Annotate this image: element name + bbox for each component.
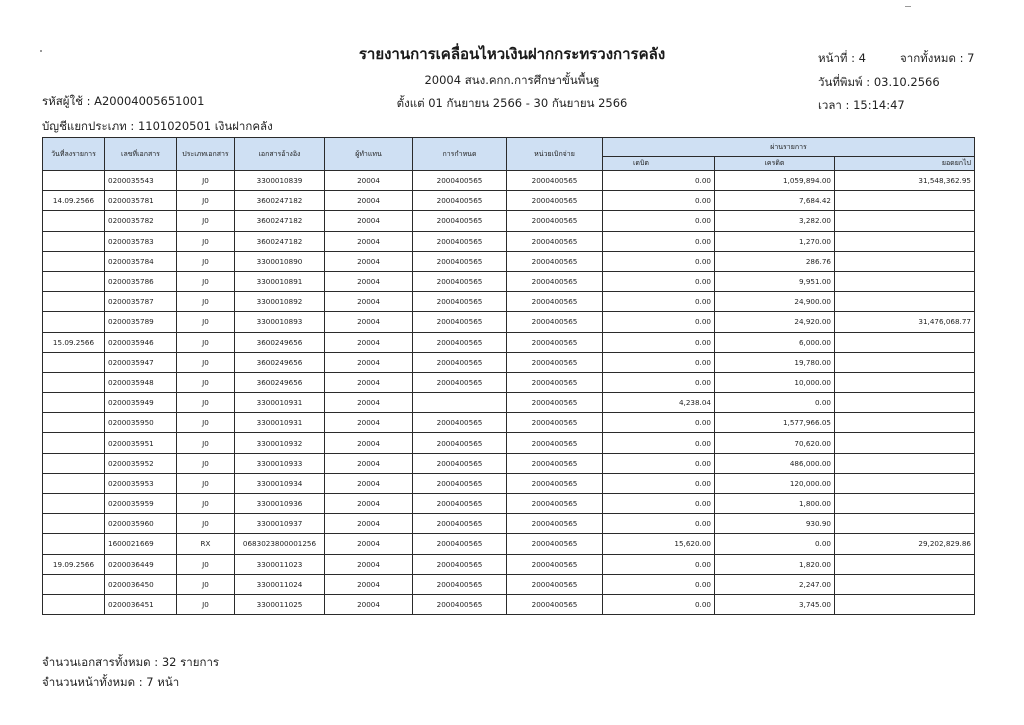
row-agent: 20004 (325, 514, 413, 534)
row-debit: 0.00 (603, 191, 715, 211)
row-doc-type: J0 (177, 514, 235, 534)
row-spec: 2000400565 (413, 453, 507, 473)
report-title: รายงานการเคลื่อนไหวเงินฝากกระทรวงการคลัง (358, 45, 666, 63)
row-agent: 20004 (325, 292, 413, 312)
row-debit: 0.00 (603, 271, 715, 291)
row-doc-type: J0 (177, 453, 235, 473)
row-date (43, 534, 105, 554)
row-debit: 0.00 (603, 211, 715, 231)
row-doc-type: J0 (177, 251, 235, 271)
row-doc-type: RX (177, 534, 235, 554)
row-unit: 2000400565 (507, 271, 603, 291)
row-credit: 2,247.00 (715, 574, 835, 594)
row-agent: 20004 (325, 554, 413, 574)
row-carry (835, 413, 975, 433)
row-carry (835, 574, 975, 594)
row-doc-no: 0200035782 (105, 211, 177, 231)
row-date (43, 473, 105, 493)
row-reference: 3300010892 (235, 292, 325, 312)
row-unit: 2000400565 (507, 433, 603, 453)
row-reference: 3600249656 (235, 332, 325, 352)
row-doc-type: J0 (177, 171, 235, 191)
table-row (43, 594, 975, 614)
row-doc-type: J0 (177, 494, 235, 514)
report-subtitle: 20004 สนง.คกก.การศึกษาขั้นพื้นฐ (424, 73, 600, 87)
row-debit: 0.00 (603, 453, 715, 473)
row-agent: 20004 (325, 433, 413, 453)
row-doc-type: J0 (177, 312, 235, 332)
row-credit: 1,270.00 (715, 231, 835, 251)
row-credit: 1,059,894.00 (715, 171, 835, 191)
row-carry (835, 514, 975, 534)
scan-speck (905, 6, 911, 7)
user-code: รหัสผู้ใช้ : A20004005651001 (42, 94, 205, 108)
row-carry (835, 211, 975, 231)
col-reference: เอกสารอ้างอิง (235, 138, 325, 171)
col-spec: การกำหนด (413, 138, 507, 171)
row-doc-no: 0200035951 (105, 433, 177, 453)
row-credit: 19,780.00 (715, 352, 835, 372)
row-date (43, 393, 105, 413)
row-reference: 3600249656 (235, 372, 325, 392)
row-unit: 2000400565 (507, 171, 603, 191)
row-spec: 2000400565 (413, 211, 507, 231)
row-carry: 31,476,068.77 (835, 312, 975, 332)
table-row (43, 413, 975, 433)
row-debit: 4,238.04 (603, 393, 715, 413)
row-doc-type: J0 (177, 231, 235, 251)
row-credit: 6,000.00 (715, 332, 835, 352)
row-doc-no: 0200035948 (105, 372, 177, 392)
row-credit: 10,000.00 (715, 372, 835, 392)
row-doc-type: J0 (177, 554, 235, 574)
row-doc-no: 0200035786 (105, 271, 177, 291)
row-doc-type: J0 (177, 372, 235, 392)
table-row (43, 534, 975, 554)
row-reference: 3600247182 (235, 191, 325, 211)
row-spec: 2000400565 (413, 433, 507, 453)
row-spec: 2000400565 (413, 574, 507, 594)
table-row (43, 393, 975, 413)
row-carry (835, 473, 975, 493)
table-row (43, 494, 975, 514)
row-reference: 0683023800001256 (235, 534, 325, 554)
row-unit: 2000400565 (507, 453, 603, 473)
row-doc-type: J0 (177, 574, 235, 594)
row-carry (835, 251, 975, 271)
row-debit: 0.00 (603, 473, 715, 493)
table-row (43, 312, 975, 332)
row-credit: 486,000.00 (715, 453, 835, 473)
table-row (43, 231, 975, 251)
row-doc-no: 0200035789 (105, 312, 177, 332)
row-doc-type: J0 (177, 211, 235, 231)
row-unit: 2000400565 (507, 393, 603, 413)
report-period: ตั้งแต่ 01 กันยายน 2566 - 30 กันยายน 2566 (396, 96, 628, 110)
table-row (43, 453, 975, 473)
page-number: หน้าที่ : 4 (818, 51, 866, 65)
sub-account: บัญชีแยกประเภท : 1101020501 เงินฝากคลัง (42, 119, 273, 133)
row-carry (835, 594, 975, 614)
table-row (43, 473, 975, 493)
row-doc-no: 0200035953 (105, 473, 177, 493)
row-doc-no: 0200035959 (105, 494, 177, 514)
table-row (43, 372, 975, 392)
row-agent: 20004 (325, 494, 413, 514)
row-doc-no: 1600021669 (105, 534, 177, 554)
row-unit: 2000400565 (507, 352, 603, 372)
ledger-table (42, 137, 975, 615)
row-reference: 3300010934 (235, 473, 325, 493)
row-spec: 2000400565 (413, 352, 507, 372)
row-unit: 2000400565 (507, 372, 603, 392)
row-debit: 0.00 (603, 514, 715, 534)
row-reference: 3300011025 (235, 594, 325, 614)
row-date (43, 433, 105, 453)
row-spec: 2000400565 (413, 191, 507, 211)
table-row (43, 191, 975, 211)
row-unit: 2000400565 (507, 231, 603, 251)
row-doc-type: J0 (177, 271, 235, 291)
row-credit: 7,684.42 (715, 191, 835, 211)
row-credit: 1,800.00 (715, 494, 835, 514)
row-debit: 0.00 (603, 554, 715, 574)
row-date (43, 251, 105, 271)
row-unit: 2000400565 (507, 514, 603, 534)
row-carry (835, 332, 975, 352)
row-agent: 20004 (325, 352, 413, 372)
col-posting: ผ่านรายการ (603, 138, 975, 157)
row-doc-no: 0200035952 (105, 453, 177, 473)
ledger-body (43, 171, 975, 615)
row-debit: 0.00 (603, 594, 715, 614)
row-credit: 9,951.00 (715, 271, 835, 291)
row-debit: 0.00 (603, 292, 715, 312)
row-reference: 3300010891 (235, 271, 325, 291)
row-agent: 20004 (325, 393, 413, 413)
row-debit: 0.00 (603, 312, 715, 332)
row-reference: 3300010893 (235, 312, 325, 332)
row-doc-no: 0200035787 (105, 292, 177, 312)
row-reference: 3600247182 (235, 211, 325, 231)
row-doc-type: J0 (177, 352, 235, 372)
col-credit: เครดิต (715, 157, 835, 171)
row-debit: 0.00 (603, 433, 715, 453)
row-doc-type: J0 (177, 473, 235, 493)
row-spec: 2000400565 (413, 292, 507, 312)
row-unit: 2000400565 (507, 554, 603, 574)
row-doc-no: 0200035949 (105, 393, 177, 413)
row-credit: 286.76 (715, 251, 835, 271)
row-credit: 120,000.00 (715, 473, 835, 493)
row-doc-no: 0200035784 (105, 251, 177, 271)
row-spec: 2000400565 (413, 231, 507, 251)
row-carry (835, 191, 975, 211)
row-debit: 0.00 (603, 251, 715, 271)
row-agent: 20004 (325, 191, 413, 211)
row-credit: 1,820.00 (715, 554, 835, 574)
row-spec: 2000400565 (413, 534, 507, 554)
row-date (43, 574, 105, 594)
row-credit: 1,577,966.05 (715, 413, 835, 433)
row-agent: 20004 (325, 251, 413, 271)
row-agent: 20004 (325, 271, 413, 291)
row-unit: 2000400565 (507, 494, 603, 514)
table-row (43, 514, 975, 534)
row-date (43, 231, 105, 251)
row-carry (835, 271, 975, 291)
print-date: วันที่พิมพ์ : 03.10.2566 (818, 75, 940, 89)
row-debit: 0.00 (603, 352, 715, 372)
row-doc-no: 0200035543 (105, 171, 177, 191)
row-unit: 2000400565 (507, 312, 603, 332)
row-doc-no: 0200035947 (105, 352, 177, 372)
table-row (43, 352, 975, 372)
row-spec: 2000400565 (413, 171, 507, 191)
row-agent: 20004 (325, 453, 413, 473)
row-doc-type: J0 (177, 292, 235, 312)
row-carry (835, 231, 975, 251)
row-credit: 0.00 (715, 534, 835, 554)
row-doc-type: J0 (177, 413, 235, 433)
row-spec: 2000400565 (413, 372, 507, 392)
row-agent: 20004 (325, 594, 413, 614)
row-reference: 3600249656 (235, 352, 325, 372)
row-reference: 3300010936 (235, 494, 325, 514)
row-carry (835, 494, 975, 514)
row-debit: 0.00 (603, 171, 715, 191)
row-agent: 20004 (325, 413, 413, 433)
row-spec: 2000400565 (413, 413, 507, 433)
col-debit: เดบิต (603, 157, 715, 171)
row-doc-no: 0200035783 (105, 231, 177, 251)
col-agent: ผู้ทำแทน (325, 138, 413, 171)
row-spec: 2000400565 (413, 494, 507, 514)
row-date (43, 494, 105, 514)
row-debit: 15,620.00 (603, 534, 715, 554)
row-date: 15.09.2566 (43, 332, 105, 352)
row-spec: 2000400565 (413, 251, 507, 271)
row-debit: 0.00 (603, 332, 715, 352)
row-date (43, 271, 105, 291)
row-unit: 2000400565 (507, 191, 603, 211)
row-doc-no: 0200035946 (105, 332, 177, 352)
row-reference: 3300010931 (235, 393, 325, 413)
row-doc-no: 0200036449 (105, 554, 177, 574)
row-date (43, 312, 105, 332)
row-date (43, 594, 105, 614)
row-doc-type: J0 (177, 594, 235, 614)
row-carry: 29,202,829.86 (835, 534, 975, 554)
row-agent: 20004 (325, 231, 413, 251)
row-doc-type: J0 (177, 433, 235, 453)
row-reference: 3300010890 (235, 251, 325, 271)
row-unit: 2000400565 (507, 211, 603, 231)
row-credit: 3,282.00 (715, 211, 835, 231)
row-doc-type: J0 (177, 191, 235, 211)
row-carry (835, 292, 975, 312)
row-carry (835, 433, 975, 453)
col-unit: หน่วยเบิกจ่าย (507, 138, 603, 171)
row-credit: 0.00 (715, 393, 835, 413)
row-carry: 31,548,362.95 (835, 171, 975, 191)
row-reference: 3300010931 (235, 413, 325, 433)
row-doc-type: J0 (177, 332, 235, 352)
row-unit: 2000400565 (507, 251, 603, 271)
row-date: 14.09.2566 (43, 191, 105, 211)
row-credit: 24,900.00 (715, 292, 835, 312)
row-reference: 3300010932 (235, 433, 325, 453)
row-unit: 2000400565 (507, 292, 603, 312)
table-row (43, 171, 975, 191)
row-date: 19.09.2566 (43, 554, 105, 574)
row-doc-no: 0200035781 (105, 191, 177, 211)
row-carry (835, 453, 975, 473)
row-spec: 2000400565 (413, 554, 507, 574)
table-row (43, 332, 975, 352)
row-agent: 20004 (325, 332, 413, 352)
row-agent: 20004 (325, 372, 413, 392)
row-spec: 2000400565 (413, 312, 507, 332)
row-carry (835, 352, 975, 372)
row-spec: 2000400565 (413, 514, 507, 534)
row-debit: 0.00 (603, 574, 715, 594)
table-row (43, 211, 975, 231)
row-unit: 2000400565 (507, 413, 603, 433)
row-agent: 20004 (325, 312, 413, 332)
row-date (43, 352, 105, 372)
row-unit: 2000400565 (507, 473, 603, 493)
row-doc-no: 0200035960 (105, 514, 177, 534)
row-doc-no: 0200036451 (105, 594, 177, 614)
row-agent: 20004 (325, 211, 413, 231)
row-unit: 2000400565 (507, 534, 603, 554)
row-spec: 2000400565 (413, 473, 507, 493)
row-credit: 930.90 (715, 514, 835, 534)
col-doc-no: เลขที่เอกสาร (105, 138, 177, 171)
table-row (43, 574, 975, 594)
col-doc-type: ประเภทเอกสาร (177, 138, 235, 171)
row-debit: 0.00 (603, 413, 715, 433)
row-date (43, 211, 105, 231)
row-unit: 2000400565 (507, 594, 603, 614)
row-date (43, 372, 105, 392)
total-pages: จากทั้งหมด : 7 (900, 51, 975, 65)
col-carry: ยอดยกไป (835, 157, 975, 171)
row-reference: 3600247182 (235, 231, 325, 251)
page-count: จำนวนหน้าทั้งหมด : 7 หน้า (42, 675, 180, 689)
row-reference: 3300010839 (235, 171, 325, 191)
row-credit: 70,620.00 (715, 433, 835, 453)
row-spec: 2000400565 (413, 332, 507, 352)
row-reference: 3300011023 (235, 554, 325, 574)
row-debit: 0.00 (603, 231, 715, 251)
row-debit: 0.00 (603, 372, 715, 392)
row-reference: 3300011024 (235, 574, 325, 594)
row-carry (835, 393, 975, 413)
row-date (43, 514, 105, 534)
row-date (43, 292, 105, 312)
row-date (43, 453, 105, 473)
row-spec: 2000400565 (413, 594, 507, 614)
row-reference: 3300010937 (235, 514, 325, 534)
document-count: จำนวนเอกสารทั้งหมด : 32 รายการ (42, 655, 220, 669)
row-debit: 0.00 (603, 494, 715, 514)
row-spec (413, 393, 507, 413)
row-spec: 2000400565 (413, 271, 507, 291)
row-doc-no: 0200035950 (105, 413, 177, 433)
row-doc-type: J0 (177, 393, 235, 413)
table-row (43, 433, 975, 453)
table-row (43, 554, 975, 574)
row-doc-no: 0200036450 (105, 574, 177, 594)
row-unit: 2000400565 (507, 574, 603, 594)
row-date (43, 413, 105, 433)
row-agent: 20004 (325, 171, 413, 191)
table-row (43, 251, 975, 271)
table-row (43, 271, 975, 291)
row-carry (835, 554, 975, 574)
row-credit: 24,920.00 (715, 312, 835, 332)
row-date (43, 171, 105, 191)
row-reference: 3300010933 (235, 453, 325, 473)
row-agent: 20004 (325, 473, 413, 493)
row-agent: 20004 (325, 574, 413, 594)
row-agent: 20004 (325, 534, 413, 554)
print-time: เวลา : 15:14:47 (818, 98, 905, 112)
row-carry (835, 372, 975, 392)
row-unit: 2000400565 (507, 332, 603, 352)
row-credit: 3,745.00 (715, 594, 835, 614)
col-date: วันที่ลงรายการ (43, 138, 105, 171)
table-row (43, 292, 975, 312)
